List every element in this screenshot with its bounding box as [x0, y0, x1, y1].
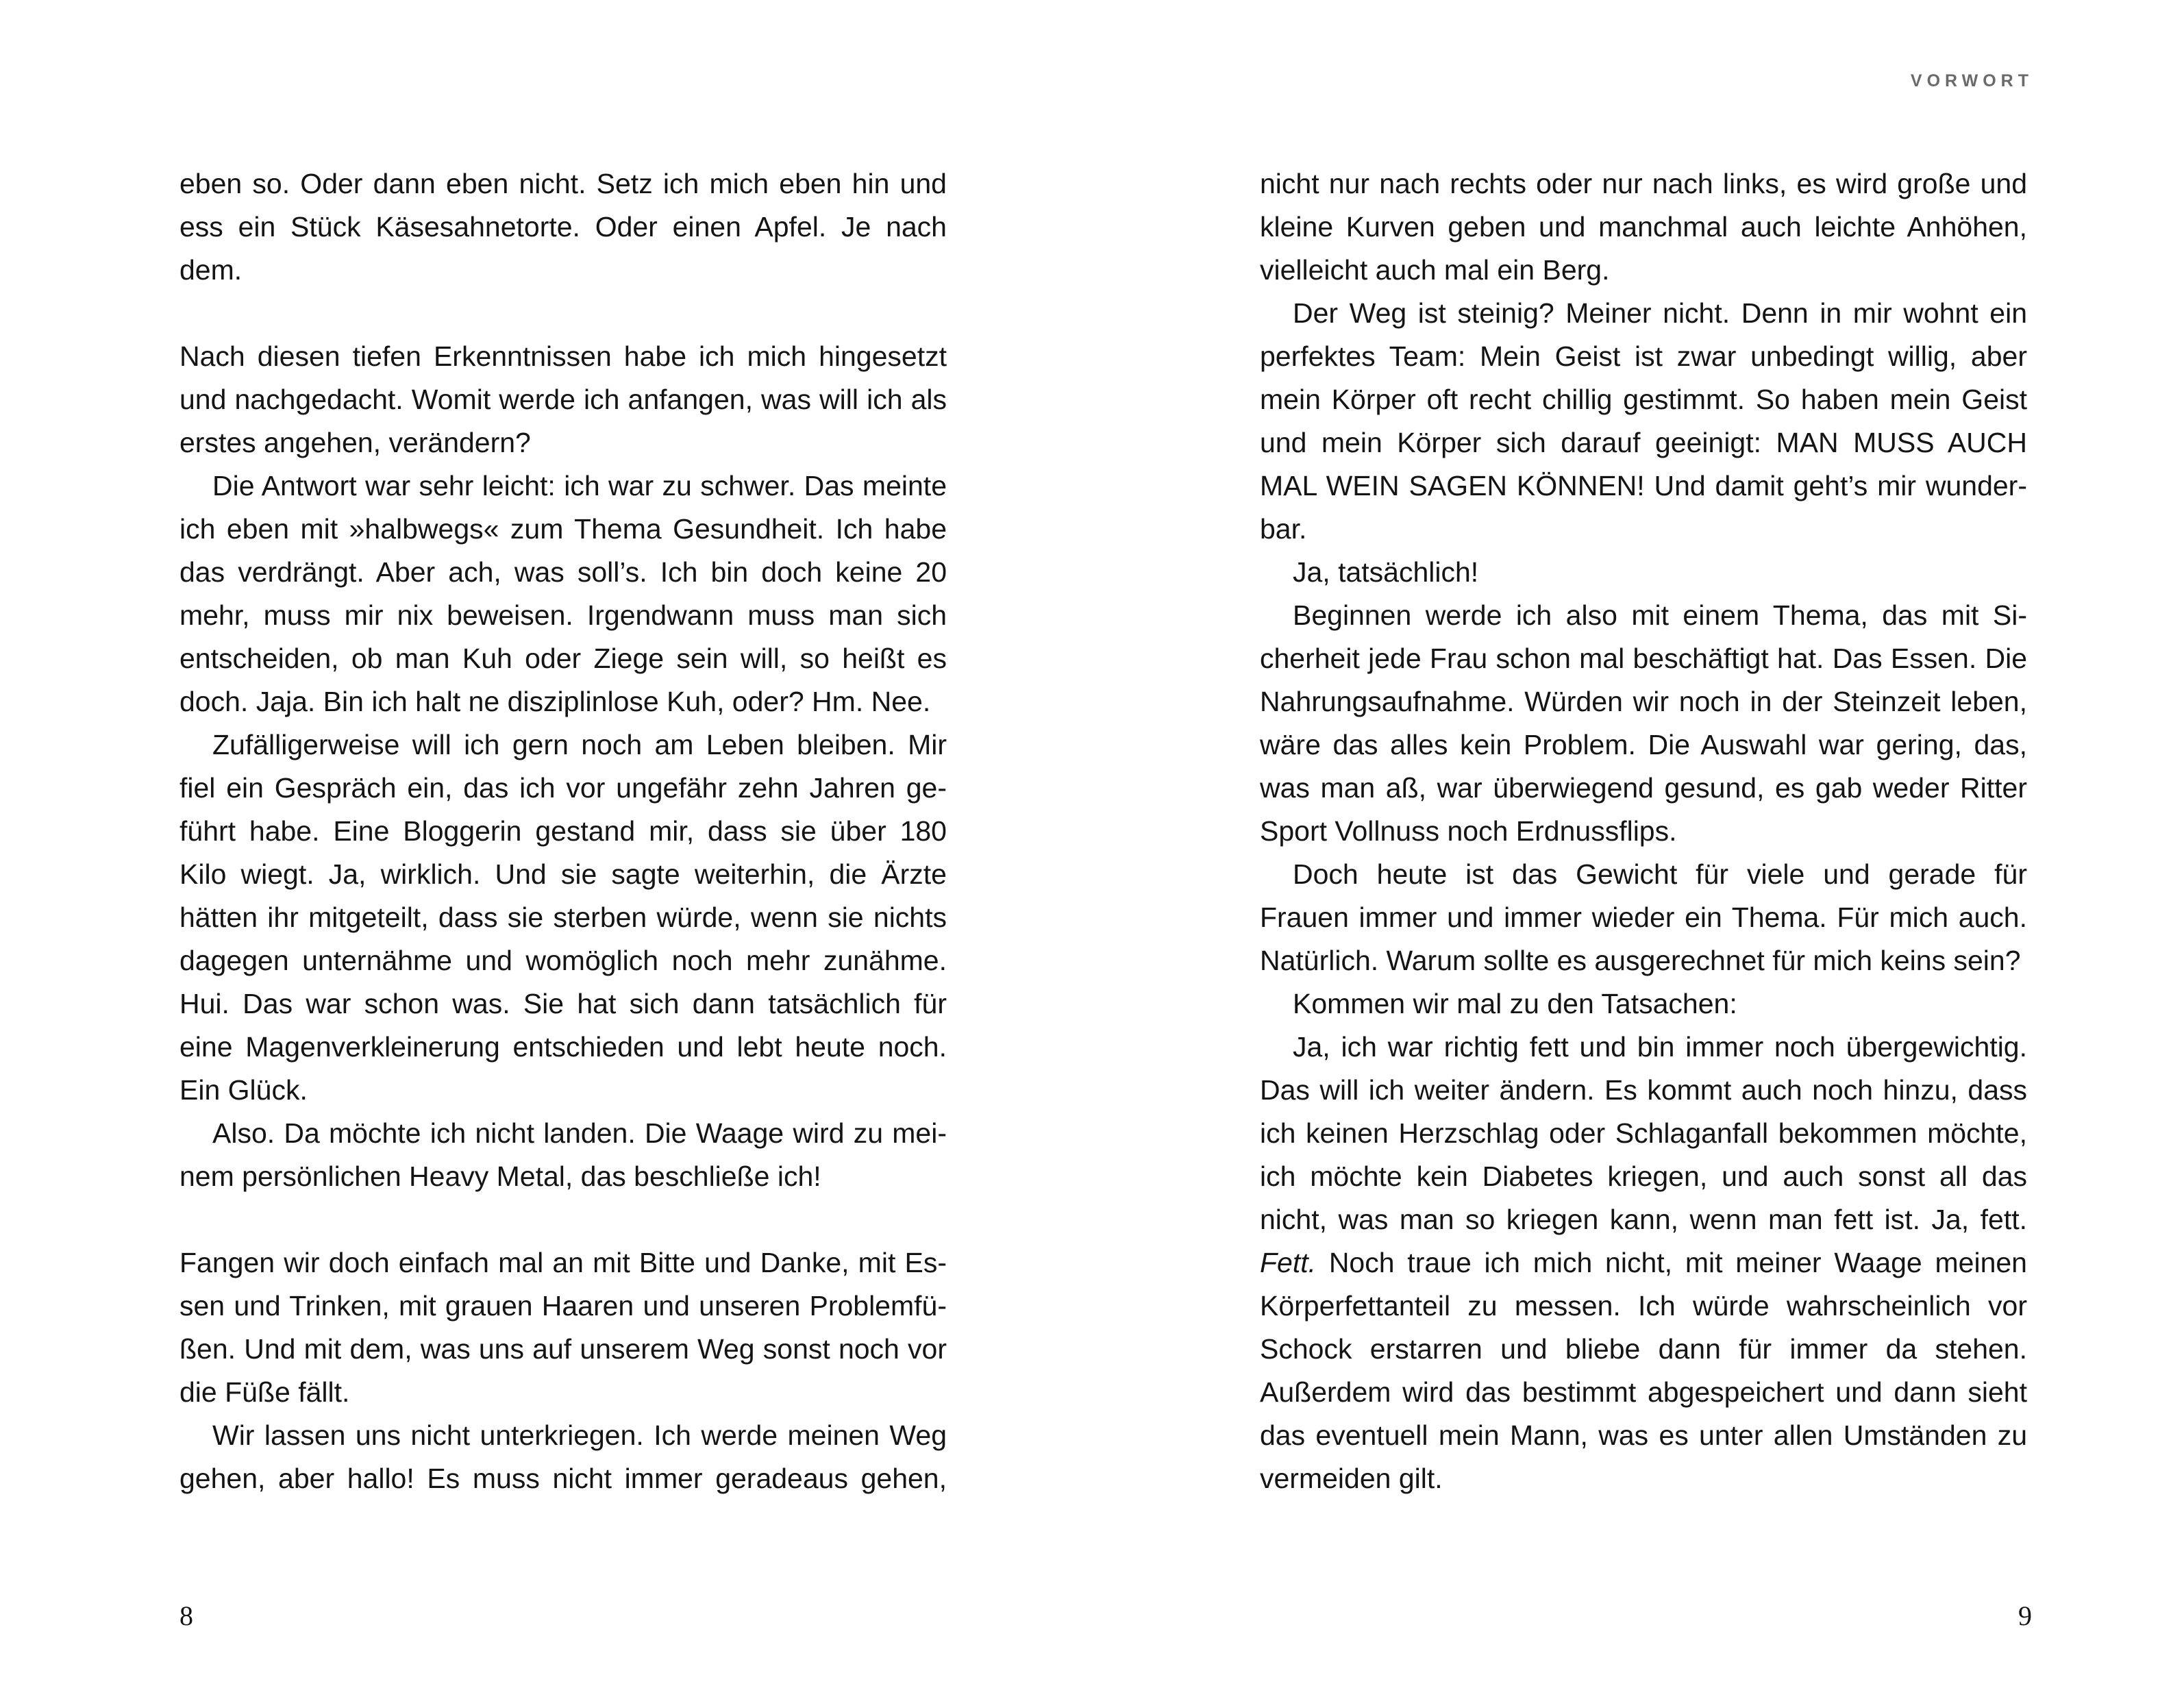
paragraph: Ja, tatsächlich! — [1293, 556, 1479, 588]
paragraph — [1260, 1026, 2027, 1500]
paragraph: Nach diesen tiefen Erkenntnissen habe ich mich hingesetzt und nachgedacht. Womit werde ich anfangen, was will ich als erstes angehen, verändern? — [179, 340, 947, 458]
right-page-body — [1260, 162, 2027, 1500]
paragraph: Wir lassen uns nicht unterkriegen. Ich werde meinen Weg gehen, aber hallo! Es muss nicht immer geradeaus gehen, — [179, 1419, 947, 1494]
paragraph: Also. Da möchte ich nicht landen. Die Waage wird zu meinem persönlichen Heavy Metal, das beschließe ich! — [179, 1117, 947, 1192]
page-number: 8 — [179, 1600, 193, 1631]
paragraph: eben so. Oder dann eben nicht. Setz ich mich eben hin und ess ein Stück Käsesahnetorte. Oder einen Apfel. Je nach dem. — [179, 168, 947, 286]
paragraph-text: Ja, ich war richtig fett und bin immer noch übergewichtig. Das will ich weiter ändern. Es kommt auch noch hinzu, dass ich keinen Herzschlag oder Schlaganfall bekommen möchte, ich möchte kein Diabetes kriegen, und auch sonst all das nicht, was man so kriegen kann, wenn man fett ist. Ja, fett. — [1260, 1031, 2027, 1235]
paragraph: Kommen wir mal zu den Tatsachen: — [1293, 988, 1737, 1019]
page-number: 9 — [2018, 1600, 2032, 1631]
paragraph: Doch heute ist das Gewicht für viele und gerade für Frauen immer und immer wieder ein Thema. Für mich auch. Natürlich. Warum sollte es ausgerechnet für mich keins sein? — [1260, 858, 2027, 976]
paragraph: nicht nur nach rechts oder nur nach links, es wird große und kleine Kurven geben und manchmal auch leichte Anhöhen, vielleicht auch mal ein Berg. — [1260, 168, 2027, 286]
running-head: VORWORT — [1910, 71, 2033, 90]
paragraph: Fangen wir doch einfach mal an mit Bitte und Danke, mit Essen und Trinken, mit grauen Haaren und unseren Problemfüßen. Und mit dem, was uns auf unserem Weg sonst noch vor die Füße fällt. — [179, 1247, 947, 1408]
paragraph: Der Weg ist steinig? Meiner nicht. Denn in mir wohnt ein perfektes Team: Mein Geist ist zwar unbedingt willig, aber mein Körper oft recht chillig gestimmt. So haben mein Geist und mein Körper sich darauf geeinigt: MAN MUSS AUCH MAL WEIN SAGEN KÖNNEN! Und damit geht’s mir wunderbar. — [1260, 297, 2027, 545]
left-page-body — [179, 162, 947, 1500]
paragraph: Zufälligerweise will ich gern noch am Leben bleiben. Mir fiel ein Gespräch ein, das ich vor ungefähr zehn Jahren geführt habe. Eine Bloggerin gestand mir, dass sie über 180 Kilo wiegt. Ja, wirklich. Und sie sagte weiterhin, die Ärzte hätten ihr mitgeteilt, dass sie sterben würde, wenn sie nichts dagegen unternähme und womöglich noch mehr zunähme. Hui. Das war schon was. Sie hat sich dann tatsächlich für eine Magenverkleinerung entschieden und lebt heute noch. Ein Glück. — [179, 729, 947, 1106]
paragraph: Beginnen werde ich also mit einem Thema, das mit Sicherheit jede Frau schon mal beschäftigt hat. Das Essen. Die Nahrungsaufnahme. Würden wir noch in der Steinzeit leben, wäre das alles kein Problem. Die Auswahl war gering, das, was man aß, war überwiegend gesund, es gab weder Ritter Sport Vollnuss noch Erdnussflips. — [1260, 599, 2027, 847]
right-page — [1092, 0, 2184, 1699]
emphasized-word: Fett. — [1260, 1247, 1317, 1278]
paragraph-text: Noch traue ich mich nicht, mit meiner Waage meinen Körperfettanteil zu messen. Ich würde wahrscheinlich vor Schock erstarren und bliebe dann für immer da stehen. Außerdem wird das bestimmt abgespeichert und dann sieht das eventuell mein Mann, was es unter allen Umständen zu vermeiden gilt. — [1260, 1247, 2027, 1494]
paragraph: Die Antwort war sehr leicht: ich war zu schwer. Das meinte ich eben mit »halbwegs« zum Thema Gesundheit. Ich habe das verdrängt. Aber ach, was soll’s. Ich bin doch keine 20 mehr, muss mir nix beweisen. Irgendwann muss man sich entscheiden, ob man Kuh oder Ziege sein will, so heißt es doch. Jaja. Bin ich halt ne disziplinlose Kuh, oder? Hm. Nee. — [179, 470, 947, 717]
